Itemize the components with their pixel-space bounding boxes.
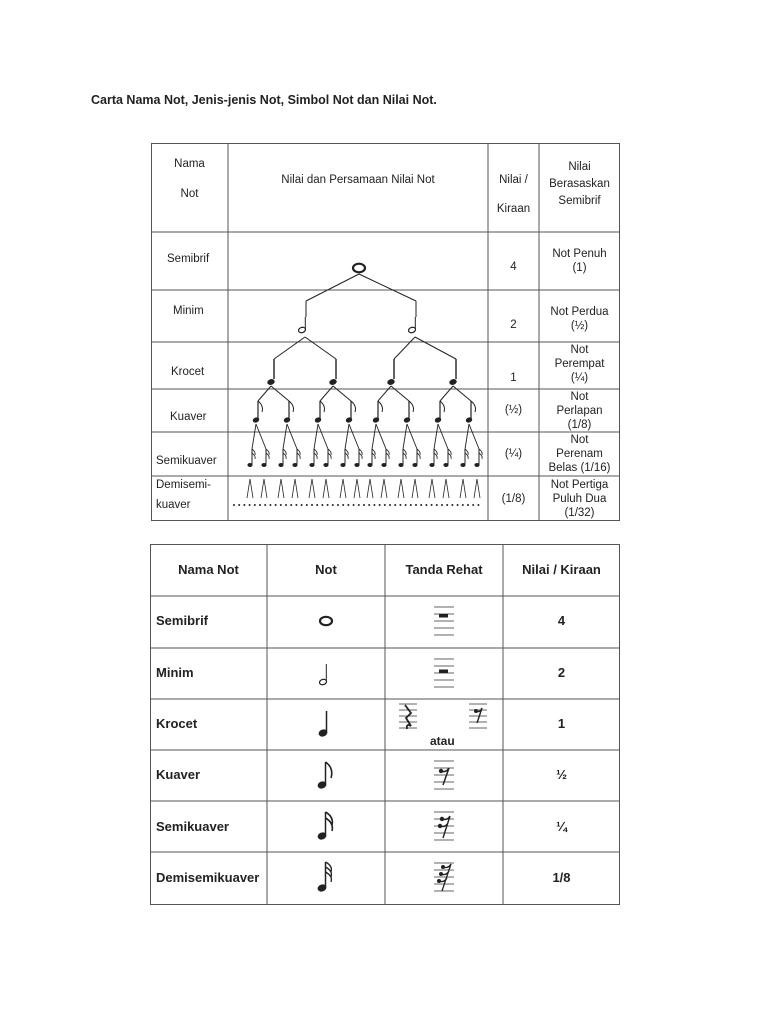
tree-demisemiquaver-note: [254, 504, 256, 506]
tree-branch: [391, 386, 409, 401]
tree-sixteenth-note: [443, 463, 448, 467]
tree-demisemiquaver-note: [477, 504, 479, 506]
tree-demisemiquaver-note: [415, 504, 417, 506]
tree-branch: [256, 424, 266, 449]
tree-eighth-note-flag: [409, 401, 414, 412]
basis-krocet-1: Not: [570, 344, 589, 356]
tree-demisemiquaver-stem: [323, 479, 326, 498]
tree-branch: [469, 424, 479, 449]
tree-eighth-note: [465, 417, 473, 424]
tree-demisemiquaver-stem: [340, 479, 343, 498]
header-rest: Tanda Rehat: [405, 562, 483, 577]
tree-demisemiquaver-note: [332, 504, 334, 506]
tree-branch: [453, 386, 471, 401]
quarter-note-icon: [318, 711, 328, 737]
count-demisemikuaver: (1/8): [501, 493, 526, 505]
basis-semikuaver-3: Belas (1/16): [548, 462, 611, 474]
tree-demisemiquaver-stem: [281, 479, 284, 498]
basis-semikuaver-1: Not: [570, 434, 589, 446]
tree-branch: [359, 274, 416, 301]
tree-demisemiquaver-stem: [398, 479, 401, 498]
tree-demisemiquaver-stem: [309, 479, 312, 498]
note-value-tree-table: [151, 143, 620, 521]
tree-eighth-note-flag: [351, 401, 356, 412]
tree-quarter-note: [386, 378, 395, 386]
tree-demisemiquaver-stem: [295, 479, 298, 498]
tree-sixteenth-note: [412, 463, 417, 467]
tree-branch: [252, 424, 256, 449]
note-division-tree: [151, 143, 620, 521]
quarter-rest-icon: [399, 704, 417, 729]
tree-branch: [306, 274, 359, 301]
tree-demisemiquaver-stem: [370, 479, 373, 498]
tree-demisemiquaver-note: [436, 504, 438, 506]
tree-eighth-note: [403, 417, 411, 424]
header-note-name: Nama Not: [178, 562, 239, 577]
tree-demisemiquaver-note: [233, 504, 235, 506]
tree-branch: [407, 424, 417, 449]
tree-demisemiquaver-stem: [443, 479, 446, 498]
tree-demisemiquaver-note: [399, 504, 401, 506]
tree-demisemiquaver-note: [420, 504, 422, 506]
tree-sixteenth-note: [323, 463, 328, 467]
tree-demisemiquaver-note: [243, 504, 245, 506]
basis-semibrif-1: Not Penuh: [552, 248, 607, 260]
tree-branch: [376, 424, 386, 449]
tree-demisemiquaver-note: [311, 504, 313, 506]
tree-demisemiquaver-note: [249, 504, 251, 506]
tree-demisemiquaver-stem: [474, 479, 477, 498]
tree-sixteenth-note: [429, 463, 434, 467]
t2-name-demisemikuaver: Demisemikuaver: [156, 870, 260, 885]
tree-demisemiquaver-stem: [381, 479, 384, 498]
tree-demisemiquaver-note: [457, 504, 459, 506]
basis-kuaver-1: Not: [570, 391, 589, 403]
tree-demisemiquaver-stem: [384, 479, 387, 498]
t2-name-krocet: Krocet: [156, 716, 198, 731]
tree-demisemiquaver-stem: [432, 479, 435, 498]
tree-demisemiquaver-note: [327, 504, 329, 506]
tree-branch: [372, 424, 376, 449]
row-name-krocet: Krocet: [171, 366, 205, 378]
basis-krocet-3: (¼): [570, 372, 589, 384]
header-name-line2: Not: [180, 188, 199, 200]
row-name-kuaver: Kuaver: [170, 411, 207, 423]
tree-sixteenth-note: [278, 463, 283, 467]
tree-sixteenth-note: [460, 463, 465, 467]
row-name-semikuaver: Semikuaver: [156, 455, 217, 467]
t2-value-demisemikuaver: 1/8: [552, 870, 571, 885]
basis-minim-2: (½): [570, 320, 589, 332]
tree-branch: [438, 424, 448, 449]
tree-branch: [345, 424, 349, 449]
tree-eighth-note: [314, 417, 322, 424]
tree-branch: [287, 424, 297, 449]
tree-demisemiquaver-stem: [429, 479, 432, 498]
tree-demisemiquaver-stem: [446, 479, 449, 498]
tree-demisemiquaver-note: [358, 504, 360, 506]
tree-eighth-note: [345, 417, 353, 424]
thirty-second-note-icon: [317, 862, 331, 892]
row-name-demisemikuaver-1: Demisemi-: [156, 479, 211, 491]
count-krocet: 1: [510, 372, 517, 384]
tree-demisemiquaver-note: [316, 504, 318, 506]
tree-sixteenth-note: [474, 463, 479, 467]
tree-demisemiquaver-note: [321, 504, 323, 506]
tree-demisemiquaver-stem: [247, 479, 250, 498]
tree-sixteenth-note: [381, 463, 386, 467]
tree-eighth-note: [283, 417, 291, 424]
header-name-line1: Nama: [174, 158, 205, 170]
tree-demisemiquaver-stem: [415, 479, 418, 498]
tree-demisemiquaver-stem: [326, 479, 329, 498]
tree-sixteenth-note: [340, 463, 345, 467]
tree-demisemiquaver-note: [259, 504, 261, 506]
header-basis-line1: Nilai: [568, 161, 591, 173]
tree-branch: [314, 424, 318, 449]
tree-demisemiquaver-note: [363, 504, 365, 506]
tree-branch: [440, 386, 453, 401]
t2-name-semibrif: Semibrif: [156, 613, 209, 628]
count-kuaver: (½): [504, 404, 523, 416]
tree-sixteenth-note: [354, 463, 359, 467]
tree-demisemiquaver-note: [238, 504, 240, 506]
tree-demisemiquaver-note: [264, 504, 266, 506]
tree-eighth-note-flag: [320, 401, 325, 412]
tree-demisemiquaver-stem: [412, 479, 415, 498]
quarter-rest-alt-icon: [469, 704, 487, 728]
basis-demisemikuaver-1: Not Pertiga: [550, 479, 609, 491]
t2-name-semikuaver: Semikuaver: [156, 819, 229, 834]
tree-demisemiquaver-note: [462, 504, 464, 506]
tree-sixteenth-note: [292, 463, 297, 467]
t2-value-semibrif: 4: [557, 613, 566, 628]
tree-branch: [415, 337, 456, 359]
header-note: Not: [315, 562, 337, 577]
tree-demisemiquaver-stem: [367, 479, 370, 498]
tree-branch: [394, 337, 415, 359]
whole-rest-icon: [434, 607, 454, 635]
tree-demisemiquaver-stem: [343, 479, 346, 498]
t2-value-kuaver: ½: [556, 767, 567, 782]
t2-name-minim: Minim: [156, 665, 194, 680]
note-symbols-column: [267, 596, 385, 905]
or-label: atau: [430, 734, 455, 748]
tree-eighth-note-flag: [289, 401, 294, 412]
tree-demisemiquaver-stem: [312, 479, 315, 498]
tree-demisemiquaver-note: [425, 504, 427, 506]
tree-demisemiquaver-note: [285, 504, 287, 506]
tree-demisemiquaver-stem: [250, 479, 253, 498]
tree-branch: [283, 424, 287, 449]
tree-demisemiquaver-note: [467, 504, 469, 506]
tree-sixteenth-note: [309, 463, 314, 467]
header-count-line2: Kiraan: [496, 203, 531, 215]
thirty-second-rest-icon: [434, 863, 454, 891]
tree-demisemiquaver-stem: [460, 479, 463, 498]
tree-demisemiquaver-note: [394, 504, 396, 506]
tree-demisemiquaver-note: [269, 504, 271, 506]
tree-demisemiquaver-note: [431, 504, 433, 506]
header-value: Nilai / Kiraan: [522, 562, 601, 577]
basis-kuaver-3: (1/8): [567, 419, 592, 431]
tree-demisemiquaver-note: [373, 504, 375, 506]
tree-branch: [274, 337, 305, 359]
tree-branch: [378, 386, 391, 401]
basis-demisemikuaver-2: Puluh Dua: [552, 493, 607, 505]
header-equivalence: Nilai dan Persamaan Nilai Not: [281, 174, 435, 186]
tree-branch: [318, 424, 328, 449]
tree-demisemiquaver-stem: [292, 479, 295, 498]
basis-semibrif-2: (1): [572, 262, 587, 274]
tree-demisemiquaver-note: [295, 504, 297, 506]
rest-symbols-column: [385, 596, 503, 905]
tree-eighth-note: [372, 417, 380, 424]
tree-sixteenth-note: [367, 463, 372, 467]
basis-semikuaver-2: Perenam: [556, 448, 603, 460]
tree-demisemiquaver-note: [347, 504, 349, 506]
t2-name-kuaver: Kuaver: [156, 767, 201, 782]
tree-demisemiquaver-note: [389, 504, 391, 506]
header-count-line1: Nilai /: [499, 174, 528, 186]
tree-demisemiquaver-note: [275, 504, 277, 506]
tree-sixteenth-note: [261, 463, 266, 467]
tree-demisemiquaver-stem: [401, 479, 404, 498]
tree-eighth-note-flag: [440, 401, 445, 412]
row-name-minim: Minim: [173, 305, 204, 317]
tree-branch: [333, 386, 351, 401]
tree-demisemiquaver-stem: [354, 479, 357, 498]
basis-kuaver-2: Perlapan: [556, 405, 603, 417]
tree-demisemiquaver-stem: [278, 479, 281, 498]
half-rest-icon: [434, 659, 454, 687]
tree-demisemiquaver-note: [410, 504, 412, 506]
header-basis-line2: Berasaskan: [549, 178, 610, 190]
tree-branch: [320, 386, 333, 401]
tree-eighth-note: [252, 417, 260, 424]
tree-eighth-note: [434, 417, 442, 424]
tree-demisemiquaver-stem: [463, 479, 466, 498]
tree-demisemiquaver-stem: [264, 479, 267, 498]
tree-whole-note: [353, 264, 365, 273]
tree-branch: [271, 386, 289, 401]
tree-demisemiquaver-note: [280, 504, 282, 506]
tree-demisemiquaver-note: [290, 504, 292, 506]
tree-demisemiquaver-stem: [477, 479, 480, 498]
tree-eighth-note-flag: [258, 401, 263, 412]
tree-eighth-note-flag: [378, 401, 383, 412]
tree-demisemiquaver-stem: [357, 479, 360, 498]
count-semikuaver: (¼): [504, 448, 523, 460]
t2-value-semikuaver: ¼: [556, 819, 567, 834]
header-basis-line3: Semibrif: [558, 195, 601, 207]
basis-krocet-2: Perempat: [554, 358, 605, 370]
tree-demisemiquaver-note: [451, 504, 453, 506]
t2-value-minim: 2: [557, 665, 566, 680]
tree-branch: [349, 424, 359, 449]
tree-demisemiquaver-note: [353, 504, 355, 506]
tree-branch: [403, 424, 407, 449]
eighth-rest-icon: [434, 761, 454, 789]
count-semibrif: 4: [510, 261, 517, 273]
basis-demisemikuaver-3: (1/32): [564, 507, 595, 519]
tree-demisemiquaver-note: [405, 504, 407, 506]
tree-demisemiquaver-note: [337, 504, 339, 506]
tree-sixteenth-note: [398, 463, 403, 467]
tree-quarter-note: [328, 378, 337, 386]
count-minim: 2: [510, 319, 517, 331]
tree-demisemiquaver-note: [342, 504, 344, 506]
tree-branch: [305, 337, 336, 359]
tree-eighth-note-flag: [471, 401, 476, 412]
sixteenth-rest-icon: [434, 812, 454, 840]
note-rest-table: [150, 544, 620, 905]
tree-branch: [465, 424, 469, 449]
t2-value-krocet: 1: [557, 716, 566, 731]
tree-demisemiquaver-stem: [261, 479, 264, 498]
tree-demisemiquaver-note: [446, 504, 448, 506]
half-note-icon: [319, 664, 328, 686]
sixteenth-note-icon: [317, 812, 332, 840]
tree-demisemiquaver-note: [441, 504, 443, 506]
tree-demisemiquaver-note: [384, 504, 386, 506]
page-title: Carta Nama Not, Jenis-jenis Not, Simbol Not dan Nilai Not.: [91, 93, 437, 107]
tree-quarter-note: [266, 378, 275, 386]
basis-minim-1: Not Perdua: [550, 306, 609, 318]
row-name-semibrif: Semibrif: [167, 253, 210, 265]
tree-demisemiquaver-note: [379, 504, 381, 506]
whole-note-icon: [320, 617, 332, 625]
eighth-note-icon: [317, 762, 332, 789]
tree-demisemiquaver-note: [301, 504, 303, 506]
tree-sixteenth-note: [247, 463, 252, 467]
tree-quarter-note: [448, 378, 457, 386]
tree-branch: [258, 386, 271, 401]
row-name-demisemikuaver-2: kuaver: [156, 499, 191, 511]
tree-demisemiquaver-note: [472, 504, 474, 506]
tree-demisemiquaver-note: [368, 504, 370, 506]
tree-demisemiquaver-note: [306, 504, 308, 506]
tree-branch: [434, 424, 438, 449]
